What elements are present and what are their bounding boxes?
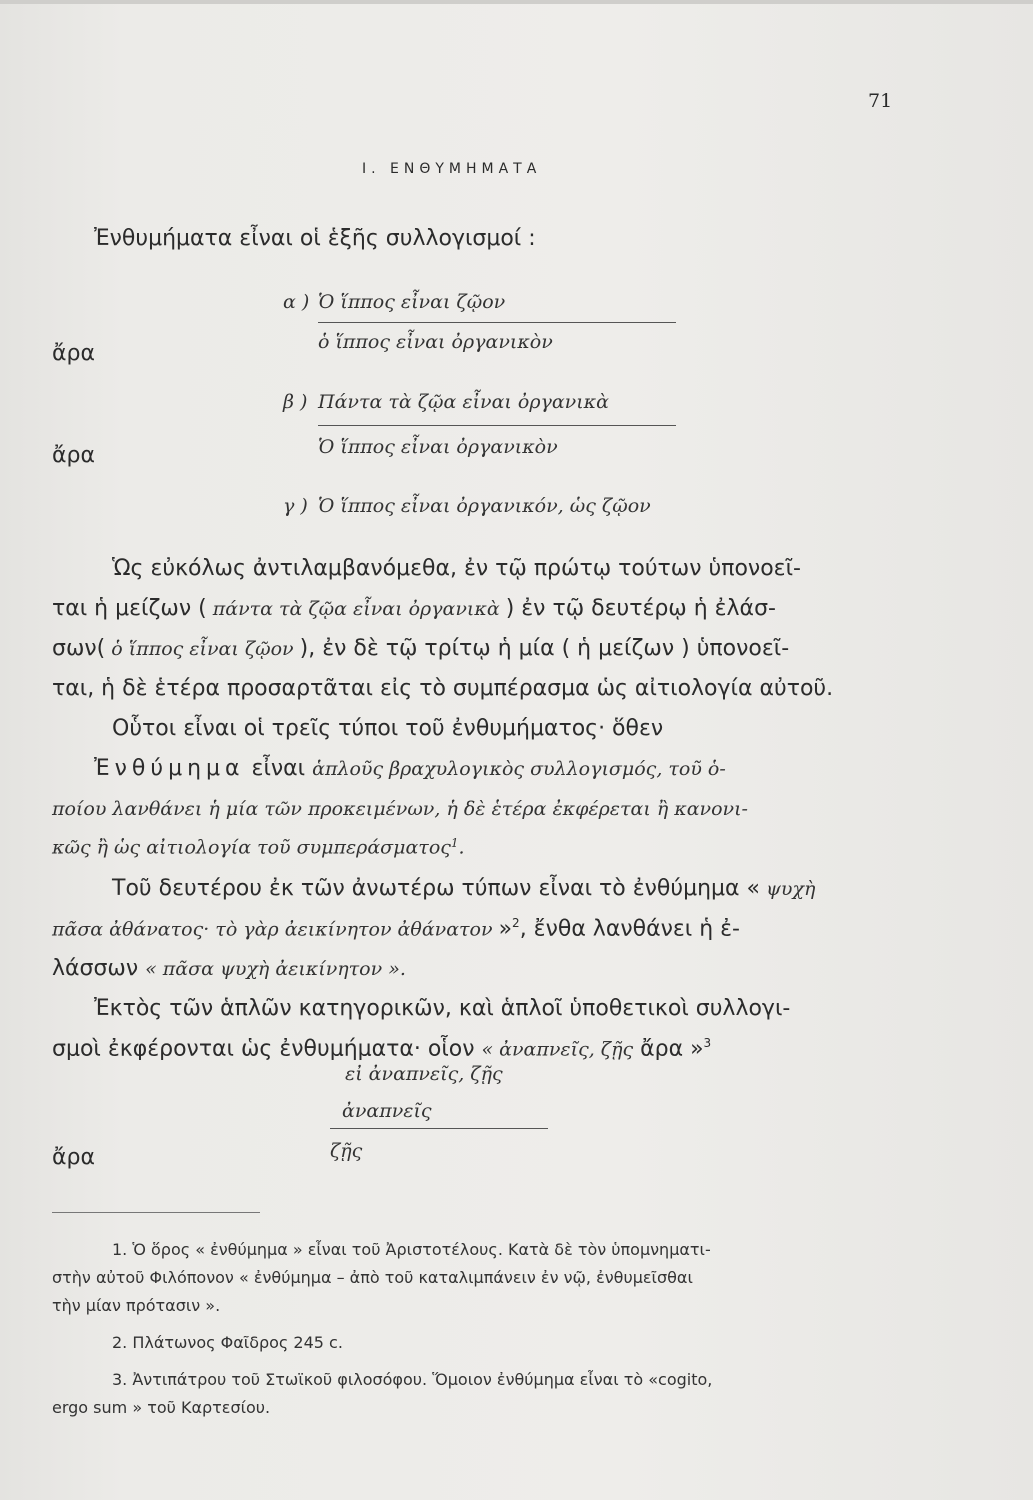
hypo-conclusion: ζῇς	[330, 1140, 363, 1162]
syllogism-a-ara: ἄρα	[52, 341, 95, 366]
footnote-separator	[52, 1212, 260, 1213]
syllogism-a-conclusion: ὁ ἵππος εἶναι ὀργανικὸν	[318, 331, 553, 353]
hypo-premise1: εἰ ἀναπνεῖς, ζῇς	[345, 1063, 503, 1085]
footnote-1-line1: 1. Ὁ ὅρος « ἐνθύμημα » εἶναι τοῦ Ἀριστοτέλους. Κατὰ δὲ τὸν ὑπομνηματι-	[112, 1240, 711, 1259]
syllogism-b-ara: ἄρα	[52, 443, 95, 468]
footnote-2: 2. Πλάτωνος Φαῖδρος 245 c.	[112, 1333, 343, 1352]
syllogism-b-label: β )	[283, 391, 308, 413]
para1-l3a: σων(	[52, 636, 106, 661]
page-top-edge	[0, 0, 1033, 4]
para3-l2-italic: πᾶσα ἀθάνατος· τὸ γὰρ ἀεικίνητον ἀθάνατον	[52, 918, 499, 941]
para1-line2	[52, 596, 776, 621]
para3-l2b: »	[498, 916, 513, 942]
para4-line1: Ἐκτὸς τῶν ἁπλῶν κατηγορικῶν, καὶ ἁπλοῖ ὑποθετικοὶ συλλογι-	[94, 996, 791, 1021]
para1-l2a: ται ἡ μείζων (	[52, 596, 207, 621]
footnote-1-line3: τὴν μίαν πρότασιν ».	[52, 1296, 221, 1315]
hypo-ara: ἄρα	[52, 1145, 95, 1170]
para3-l3a: λάσσων	[52, 956, 146, 981]
para3-line3	[52, 956, 406, 981]
definition-l2-italic: ποίου λανθάνει ἡ μία τῶν προκειμένων, ἡ δὲ ἑτέρα ἐκφέρεται ἢ κανονι-	[52, 798, 748, 820]
definition-l1a: εἶναι	[244, 756, 313, 781]
footnote-ref-3: 3	[703, 1036, 712, 1050]
definition-term: Ἐνθύμημα	[94, 756, 245, 781]
para3-line2	[52, 916, 740, 941]
para1-line3	[52, 636, 789, 661]
intro-sentence: Ἐνθυμήματα εἶναι οἱ ἑξῆς συλλογισμοί :	[94, 226, 536, 251]
para1-l3b: ), ἐν δὲ τῷ τρίτῳ ἡ μία ( ἡ μείζων ) ὑπονοεῖ-	[299, 636, 790, 661]
syllogism-c-statement: Ὁ ἵππος εἶναι ὀργανικόν, ὡς ζῷον	[318, 495, 651, 517]
definition-l3-end: .	[458, 836, 465, 859]
para4-line2	[52, 1036, 711, 1061]
para4-l2-italic: « ἀναπνεῖς, ζῇς	[481, 1038, 634, 1061]
page-number: 71	[868, 90, 893, 112]
syllogism-c-label: γ )	[283, 495, 308, 517]
syllogism-b-conclusion: Ὁ ἵππος εἶναι ὀργανικὸν	[318, 436, 558, 458]
para1-l3-italic: ὁ ἵππος εἶναι ζῷον	[105, 638, 300, 660]
footnote-3-line1: 3. Ἀντιπάτρου τοῦ Στωϊκοῦ φιλοσόφου. Ὅμοιον ἐνθύμημα εἶναι τὸ «cogito,	[112, 1370, 713, 1389]
footnote-3-line2: ergo sum » τοῦ Καρτεσίου.	[52, 1398, 271, 1417]
definition-l1-italic: ἁπλοῦς βραχυλογικὸς συλλογισμός, τοῦ ὁ-	[312, 758, 726, 780]
hypo-premise2: ἀναπνεῖς	[342, 1100, 432, 1122]
syllogism-b-premise: Πάντα τὰ ζῷα εἶναι ὀργανικὰ	[318, 391, 609, 413]
para2: Οὗτοι εἶναι οἱ τρεῖς τύποι τοῦ ἐνθυμήματος· ὅθεν	[112, 716, 664, 741]
para3-l1a: Τοῦ δευτέρου ἐκ τῶν ἀνωτέρω τύπων εἶναι τὸ ἐνθύμημα «	[112, 876, 760, 901]
para1-line1: Ὡς εὐκόλως ἀντιλαμβανόμεθα, ἐν τῷ πρώτῳ τούτων ὑπονοεῖ-	[112, 556, 801, 581]
para1-line4: ται, ἡ δὲ ἑτέρα προσαρτᾶται εἰς τὸ συμπέρασμα ὡς αἰτιολογία αὐτοῦ.	[52, 676, 834, 701]
syllogism-a-rule	[318, 322, 676, 323]
para1-l2-italic: πάντα τὰ ζῷα εἶναι ὀργανικὰ	[206, 598, 506, 620]
definition-l3-italic: κῶς ἢ ὡς αἰτιολογία τοῦ συμπεράσματος	[52, 836, 451, 859]
syllogism-a-premise: Ὁ ἵππος εἶναι ζῷον	[318, 291, 506, 313]
definition-line3	[52, 836, 465, 858]
para3-l2c: , ἔνθα λανθάνει ἡ ἐ-	[519, 916, 740, 942]
para3-l1-italic: ψυχὴ	[759, 878, 816, 900]
syllogism-a-label: α )	[283, 291, 310, 313]
footnote-ref-2: 2	[512, 916, 520, 930]
hypo-rule	[330, 1128, 548, 1129]
para4-l2b: ἄρα »	[633, 1036, 704, 1062]
definition-line1	[94, 756, 726, 781]
footnote-ref-1: 1	[450, 836, 459, 850]
footnote-1-line2: στὴν αὐτοῦ Φιλόπονον « ἐνθύμημα – ἀπὸ τοῦ καταλιμπάνειν ἐν νῷ, ἐνθυμεῖσθαι	[52, 1268, 693, 1287]
para1-l2b: ) ἐν τῷ δευτέρῳ ἡ ἐλάσ-	[505, 596, 776, 621]
section-heading: I. ΕΝΘΥΜΗΜΑΤΑ	[362, 161, 542, 177]
definition-line2	[52, 798, 748, 820]
syllogism-b-rule	[318, 425, 676, 426]
para4-l2a: σμοὶ ἐκφέρονται ὡς ἐνθυμήματα· οἷον	[52, 1036, 482, 1062]
para3-l3-italic: « πᾶσα ψυχὴ ἀεικίνητον ».	[145, 958, 406, 980]
para3-line1	[112, 876, 815, 901]
